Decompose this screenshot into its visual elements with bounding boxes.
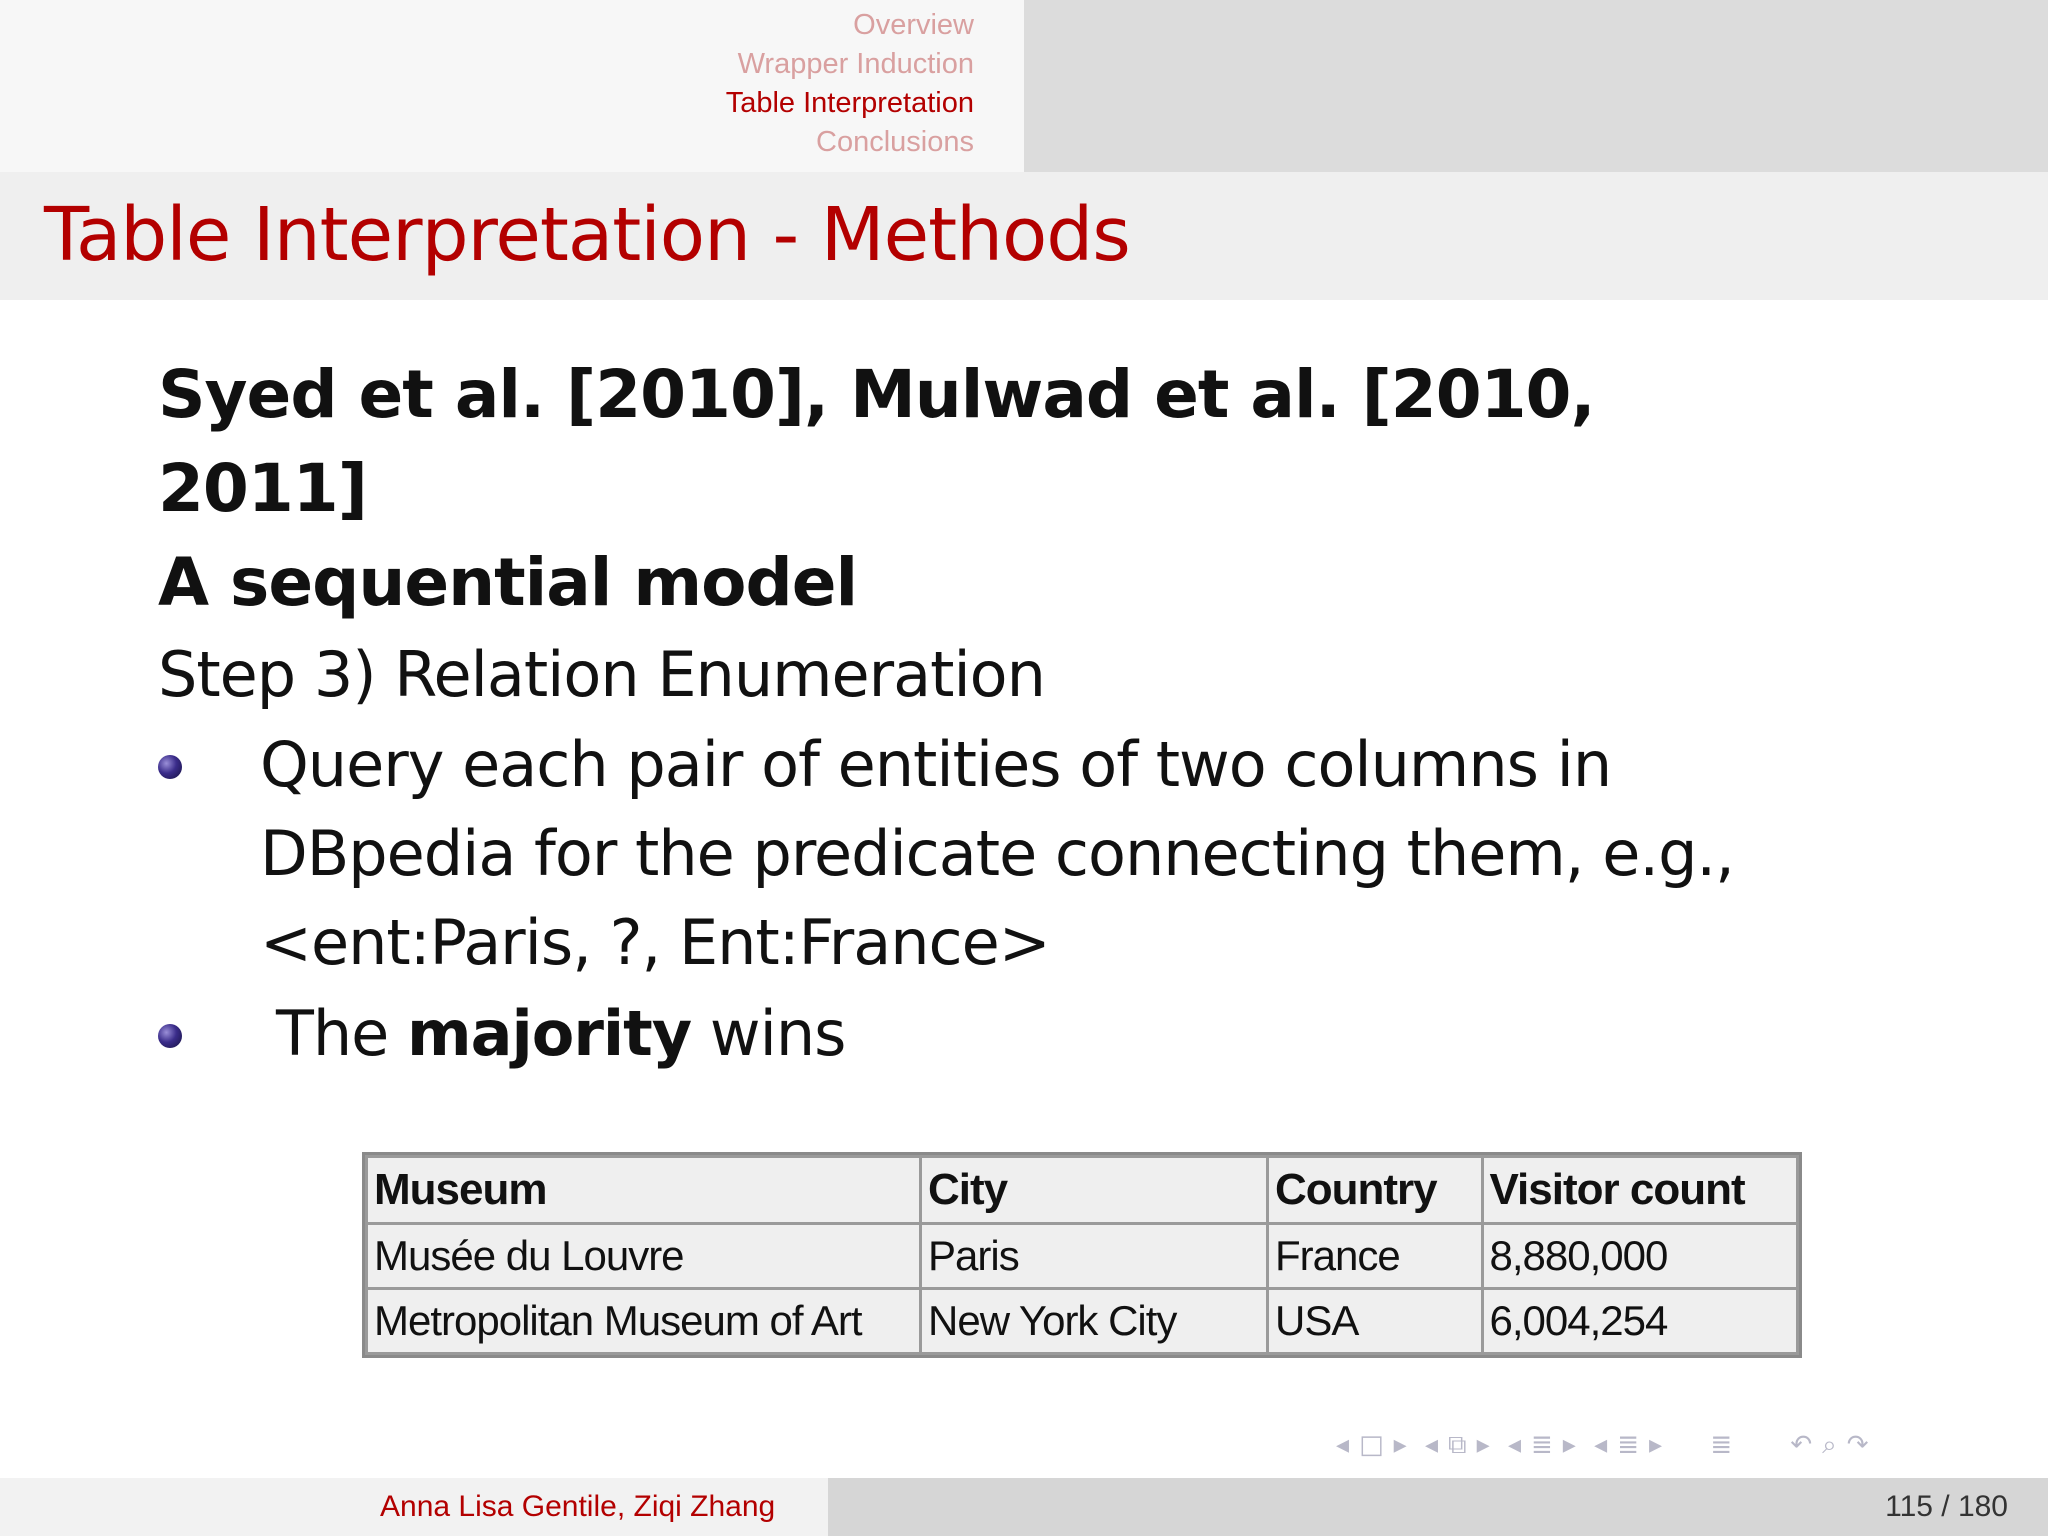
- slide-frame-icon[interactable]: □: [1359, 1430, 1384, 1460]
- subsection-icon[interactable]: ≣: [1531, 1430, 1553, 1460]
- section-nav: [726, 6, 974, 162]
- table-cell: Metropolitan Museum of Art: [367, 1289, 921, 1354]
- step-heading: Step 3) Relation Enumeration: [158, 638, 1045, 711]
- table-row: [367, 1224, 1798, 1289]
- title-bar: [0, 172, 2048, 300]
- table-header-row: [367, 1157, 1798, 1224]
- bullet-1-line-1: Query each pair of entities of two columns in: [260, 728, 1612, 801]
- bullet-2-pre: The: [276, 997, 408, 1070]
- bullet-item-majority: [158, 989, 1918, 1078]
- slide-content: [158, 348, 1918, 1078]
- reference-line-2: 2011]: [158, 450, 367, 527]
- bullet-2-post: wins: [691, 997, 846, 1070]
- next-section-icon[interactable]: ▸: [1648, 1430, 1663, 1460]
- nav-item-conclusions[interactable]: Conclusions: [816, 126, 974, 158]
- slide-title: Table Interpretation - Methods: [44, 192, 1130, 278]
- table-row: [367, 1289, 1798, 1354]
- reference-line-1: Syed et al. [2010], Mulwad et al. [2010,: [158, 356, 1595, 433]
- table-cell: Paris: [921, 1224, 1268, 1289]
- bullet-2-text: [260, 989, 1918, 1078]
- table-cell: 8,880,000: [1482, 1224, 1798, 1289]
- footer-right: [828, 1478, 2048, 1536]
- redo-icon[interactable]: ↷: [1846, 1430, 1869, 1460]
- table-header-cell: Visitor count: [1482, 1157, 1798, 1224]
- bullet-item-query: [158, 720, 1918, 987]
- table-header-cell: Country: [1267, 1157, 1482, 1224]
- bullet-1-line-3: <ent:Paris, ?, Ent:France>: [260, 906, 1050, 979]
- header-subsection-panel: [1024, 0, 2048, 172]
- bullet-icon: [158, 755, 182, 779]
- next-slide-icon[interactable]: ▸: [1393, 1430, 1407, 1460]
- frame-stack-icon[interactable]: ⧉: [1448, 1430, 1467, 1460]
- table-cell: USA: [1267, 1289, 1482, 1354]
- prev-slide-icon[interactable]: ◂: [1336, 1430, 1350, 1460]
- footer-left: [0, 1478, 828, 1536]
- model-heading: A sequential model: [158, 544, 858, 621]
- bullet-2-bold: majority: [407, 997, 692, 1070]
- table-header-cell: Museum: [367, 1157, 921, 1224]
- museum-table-image: [362, 1152, 1802, 1358]
- undo-icon[interactable]: ↶: [1790, 1430, 1813, 1460]
- document-icon[interactable]: ≣: [1710, 1430, 1733, 1460]
- prev-frame-icon[interactable]: ◂: [1424, 1430, 1439, 1460]
- table-cell: France: [1267, 1224, 1482, 1289]
- table-cell: Musée du Louvre: [367, 1224, 921, 1289]
- reference-heading: [158, 348, 1918, 536]
- section-icon[interactable]: ≣: [1617, 1430, 1639, 1460]
- page-counter: 115 / 180: [1885, 1490, 2008, 1523]
- footer-authors: Anna Lisa Gentile, Ziqi Zhang: [380, 1490, 776, 1523]
- search-icon[interactable]: ⌕: [1822, 1430, 1837, 1460]
- next-frame-icon[interactable]: ▸: [1476, 1430, 1490, 1460]
- prev-subsection-icon[interactable]: ◂: [1507, 1430, 1521, 1460]
- bullet-1-line-2: DBpedia for the predicate connecting them, e.g.,: [260, 817, 1734, 890]
- nav-item-table-interpretation[interactable]: Table Interpretation: [725, 87, 974, 119]
- header-nav-panel: [0, 0, 1024, 172]
- beamer-navigation-bar: [1336, 1430, 1879, 1466]
- nav-item-overview[interactable]: Overview: [853, 9, 974, 41]
- museum-table: [365, 1155, 1799, 1355]
- table-cell: 6,004,254: [1482, 1289, 1798, 1354]
- prev-section-icon[interactable]: ◂: [1594, 1430, 1608, 1460]
- nav-item-wrapper-induction[interactable]: Wrapper Induction: [737, 48, 974, 80]
- bullet-icon: [158, 1024, 182, 1048]
- table-header-cell: City: [921, 1157, 1268, 1224]
- next-subsection-icon[interactable]: ▸: [1562, 1430, 1576, 1460]
- table-cell: New York City: [921, 1289, 1268, 1354]
